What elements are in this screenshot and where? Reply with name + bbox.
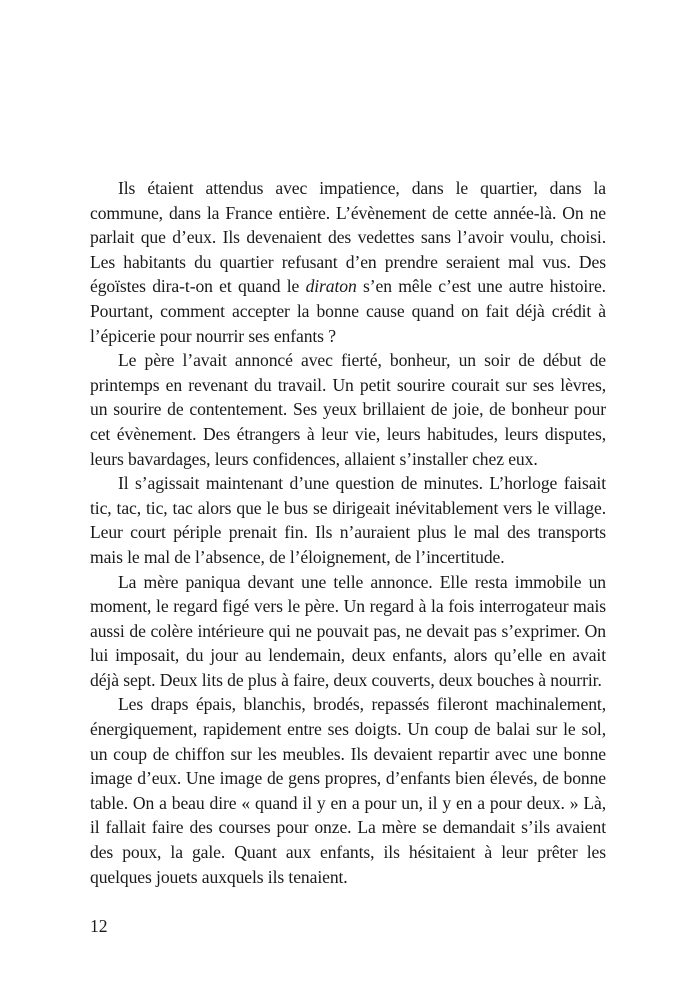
paragraph-2: Le père l’avait annoncé avec fierté, bonheur, un soir de début de printemps en revenant du travail. Un petit sourire courait sur ses lèvres, un sourire de contentement. Ses yeux brillaient de joie, de bonheur pour cet évènement. Des étrangers à leur vie, leurs habitudes, leurs disputes, leurs bavardages, leurs confidences, allaient s’installer chez eux.	[90, 350, 606, 469]
paragraph-4: La mère paniqua devant une telle annonce. Elle resta immobile un moment, le regard figé vers le père. Un regard à la fois interrogateur mais aussi de colère intérieure qui ne pouvait pas, ne devait pas s’exprimer. On lui imposait, du jour au lendemain, deux enfants, alors qu’elle en avait déjà sept. Deux lits de plus à faire, deux couverts, deux bouches à nourrir.	[90, 571, 606, 690]
paragraph-1-end: s’en mêle c’est une autre histoire. Pourtant, comment accepter la bonne cause quand on fait déjà crédit à l’épicerie pour nourrir ses enfants ?	[90, 276, 606, 346]
page-number: 12	[90, 916, 108, 936]
paragraph-5: Les draps épais, blanchis, brodés, repassés fileront machinalement, énergiquement, rapidement entre ses doigts. Un coup de balai sur le sol, un coup de chiffon sur les meubles. Ils devaient repartir avec une bonne image d’eux. Une image de gens propres, d’enfants bien élevés, de bonne table. On a beau dire « quand il y en a pour un, il y en a pour deux. » Là, il fallait faire des courses pour onze. La mère se demandait s’ils avaient des poux, la gale. Quant aux enfants, ils hésitaient à leur prêter les quelques jouets auxquels ils tenaient.	[90, 694, 606, 887]
italic-word-diraton: diraton	[305, 276, 357, 297]
paragraph-3: Il s’agissait maintenant d’une question de minutes. L’horloge faisait tic, tac, tic, tac alors que le bus se dirigeait inévitablement vers le village. Leur court périple prenait fin. Ils n’auraient plus le mal des transports mais le mal de l’absence, de l’éloignement, de l’incertitude.	[90, 473, 606, 567]
body-text	[90, 176, 606, 889]
paragraph-1-start: Ils étaient attendus avec impatience, dans le quartier, dans la commune, dans la France entière. L’évènement de cette année-là. On ne parlait que d’eux. Ils devenaient des vedettes sans l’avoir voulu, choisi. Les habitants du quartier refusant d’en prendre seraient mal vus. Des égoïstes dira-t-on et quand le	[90, 178, 606, 297]
paragraph-1	[90, 176, 606, 348]
